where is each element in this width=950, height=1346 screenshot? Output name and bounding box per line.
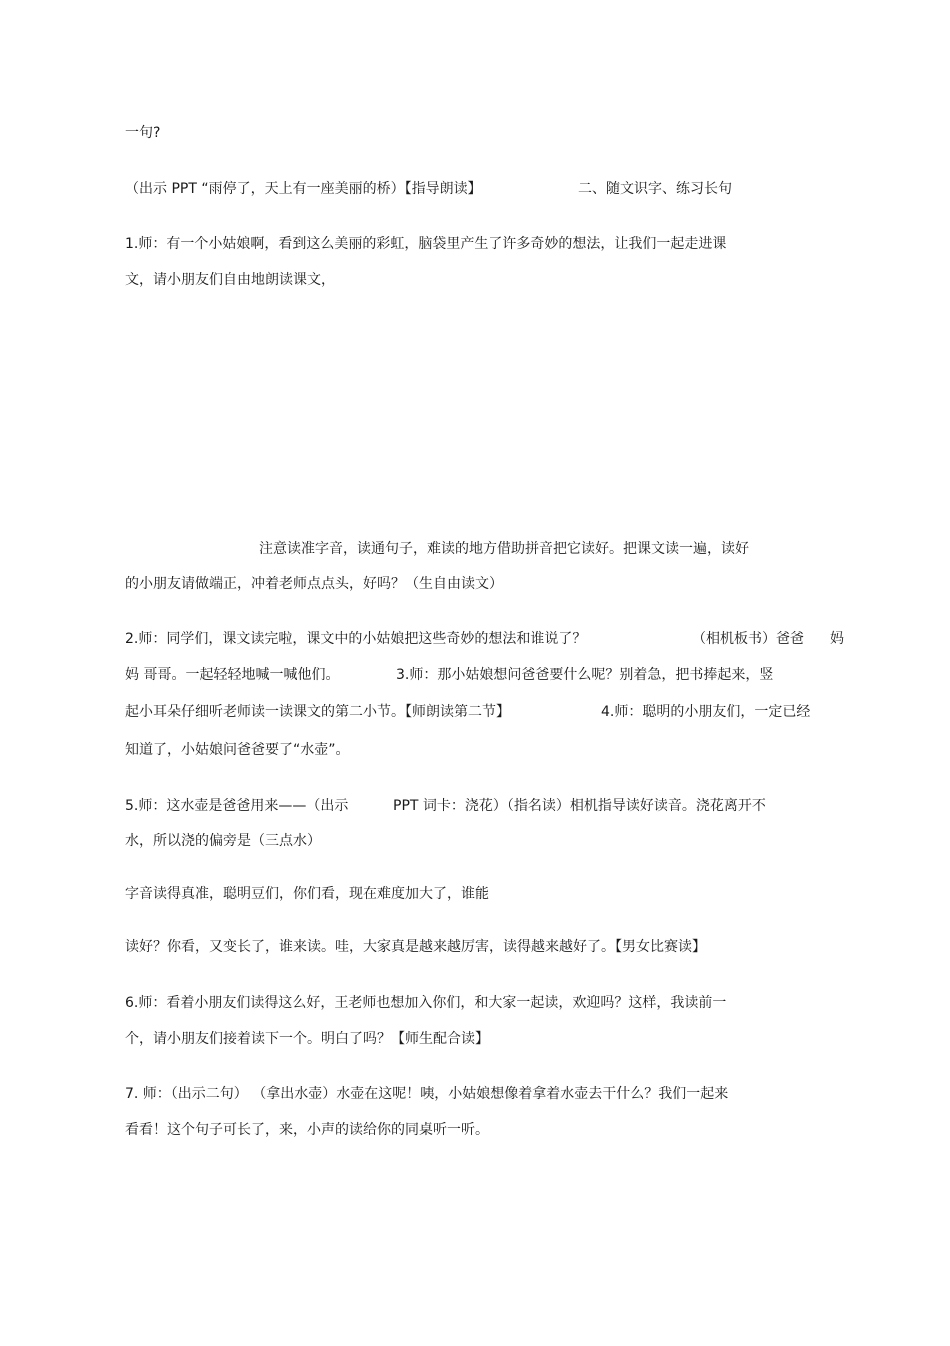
text-line: 5.师：这水壶是爸爸用来——（出示 — [125, 798, 349, 814]
text-line: 3.师：那小姑娘想问爸爸要什么呢？别着急，把书捧起来，竖 — [396, 667, 774, 683]
text-line: 起小耳朵仔细听老师读一读课文的第二小节。【师朗读第二节】 — [125, 704, 510, 720]
text-line: 文，请小朋友们自由地朗读课文， — [125, 272, 335, 288]
text-line: 看看！这个句子可长了，来，小声的读给你的同桌听一听。 — [125, 1122, 489, 1138]
text-line: 注意读准字音，读通句子，难读的地方借助拼音把它读好。把课文读一遍，读好 — [259, 541, 749, 557]
text-line: 一句? — [125, 125, 161, 141]
text-line: 7. 师：（出示二句） （拿出水壶）水壶在这呢！咦，小姑娘想像着拿着水壶去干什么？我们一起来 — [125, 1086, 729, 1102]
text-line: 个，请小朋友们接着读下一个。明白了吗？【师生配合读】 — [125, 1031, 489, 1047]
text-line: 6.师：看着小朋友们读得这么好，王老师也想加入你们，和大家一起读，欢迎吗？这样，我读前一 — [125, 995, 727, 1011]
text-line: （相机板书）爸爸 — [692, 631, 804, 647]
section-heading: 二、随文识字、练习长句 — [578, 181, 732, 197]
text-line: 1.师：有一个小姑娘啊，看到这么美丽的彩虹，脑袋里产生了许多奇妙的想法，让我们一起走进课 — [125, 236, 727, 252]
text-line: 读好？你看，又变长了，谁来读。哇，大家真是越来越厉害，读得越来越好了。【男女比赛读】 — [125, 939, 706, 955]
text-line: 知道了，小姑娘问爸爸要了“水壶”。 — [125, 742, 350, 758]
text-line: PPT 词卡：浇花）（指名读）相机指导读好读音。浇花离开不 — [393, 798, 766, 814]
text-line: 4.师：聪明的小朋友们，一定已经 — [601, 704, 811, 720]
text-line: 2.师：同学们，课文读完啦，课文中的小姑娘把这些奇妙的想法和谁说了？ — [125, 631, 587, 647]
text-line: 妈 哥哥。一起轻轻地喊一喊他们。 — [125, 667, 340, 683]
text-line: 的小朋友请做端正，冲着老师点点头，好吗？（生自由读文） — [125, 576, 503, 592]
text-line: 水，所以浇的偏旁是（三点水） — [125, 833, 321, 849]
text-line: （出示 PPT “雨停了，天上有一座美丽的桥）【指导朗读】 — [125, 181, 482, 197]
text-line: 字音读得真准，聪明豆们，你们看，现在难度加大了，谁能 — [125, 886, 489, 902]
text-line: 妈 — [830, 631, 844, 647]
